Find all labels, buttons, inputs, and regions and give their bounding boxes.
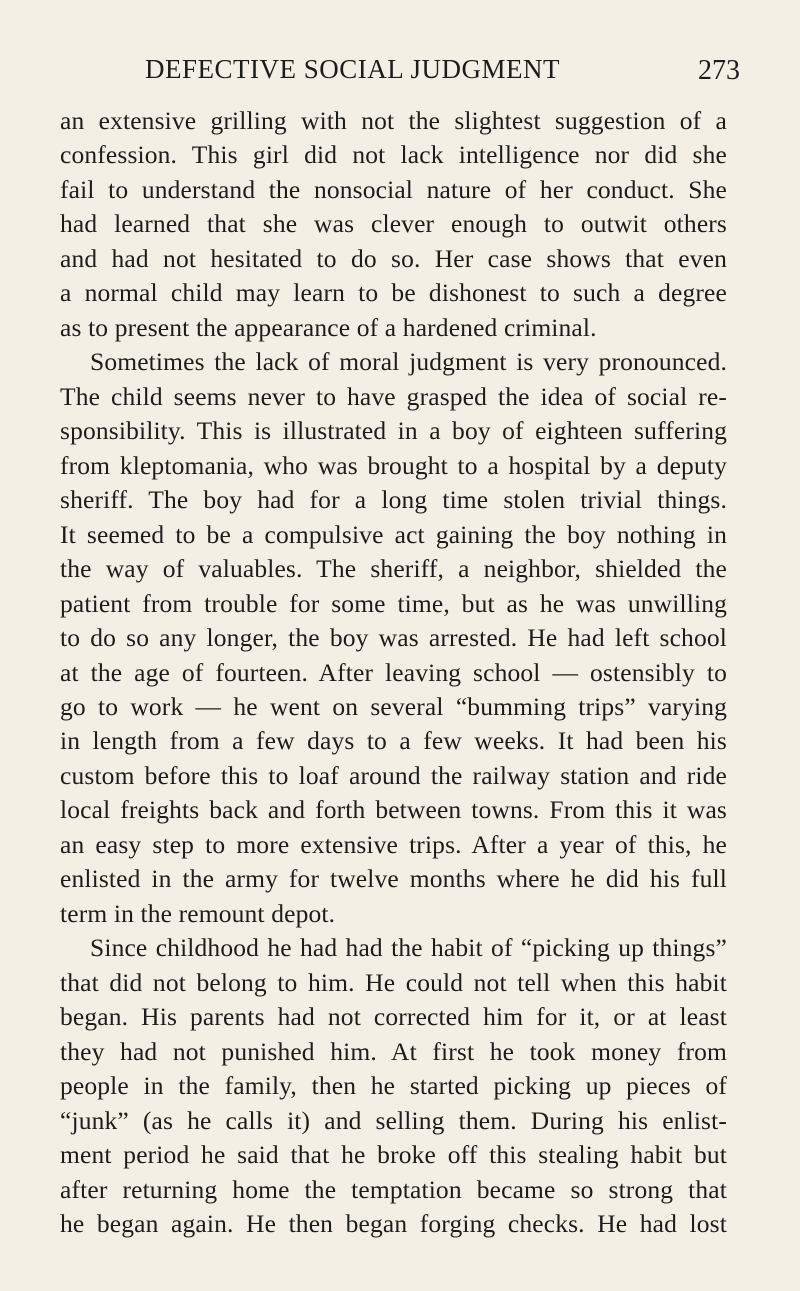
text-line: they had not punished him. At first he took money from <box>60 1036 727 1066</box>
text-line: local freights back and forth between towns. From this it was <box>60 795 727 825</box>
text-line: from kleptomania, who was brought to a hospital by a deputy <box>60 450 727 480</box>
text-line: after returning home the temptation became so strong that <box>60 1174 727 1204</box>
text-line: Sometimes the lack of moral judgment is very pronounced. <box>90 347 727 377</box>
text-line: ment period he said that he broke off this stealing habit but <box>60 1140 727 1170</box>
running-head-title: DEFECTIVE SOCIAL JUDGMENT <box>145 54 560 84</box>
text-line: a normal child may learn to be dishonest to such a degree <box>60 278 727 308</box>
text-line: confession. This girl did not lack intelligence nor did she <box>60 140 727 170</box>
text-line: as to present the appearance of a hardened criminal. <box>60 312 597 342</box>
text-line: that did not belong to him. He could not tell when this habit <box>60 967 727 997</box>
text-line: an easy step to more extensive trips. After a year of this, he <box>60 829 727 859</box>
text-line: The child seems never to have grasped the idea of social re- <box>60 381 727 411</box>
text-line: enlisted in the army for twelve months where he did his full <box>60 864 727 894</box>
text-line: began. His parents had not corrected him for it, or at least <box>60 1002 727 1032</box>
text-line: It seemed to be a compulsive act gaining the boy nothing in <box>60 519 727 549</box>
text-line: in length from a few days to a few weeks. It had been his <box>60 726 727 756</box>
text-line: Since childhood he had had the habit of “picking up things” <box>90 933 727 963</box>
text-line: sponsibility. This is illustrated in a boy of eighteen suffering <box>60 416 727 446</box>
text-line: at the age of fourteen. After leaving school — ostensibly to <box>60 657 727 687</box>
text-line: to do so any longer, the boy was arrested. He had left school <box>60 623 727 653</box>
text-line: had learned that she was clever enough to outwit others <box>60 209 727 239</box>
text-line: he began again. He then began forging checks. He had lost <box>60 1209 727 1238</box>
text-line: people in the family, then he started picking up pieces of <box>60 1071 727 1101</box>
text-line: an extensive grilling with not the slightest suggestion of a <box>60 106 727 135</box>
text-line: custom before this to loaf around the railway station and ride <box>60 760 727 790</box>
text-line: fail to understand the nonsocial nature of her conduct. She <box>60 174 727 204</box>
text-line: and had not hesitated to do so. Her case shows that even <box>60 243 727 273</box>
page-number: 273 <box>698 55 740 86</box>
body-text <box>60 104 727 1241</box>
text-line: go to work — he went on several “bumming trips” varying <box>60 691 727 721</box>
text-line: “junk” (as he calls it) and selling them. During his enlist- <box>60 1105 727 1135</box>
text-line: patient from trouble for some time, but as he was unwilling <box>60 588 727 618</box>
text-line: term in the remount depot. <box>60 898 336 928</box>
text-line: the way of valuables. The sheriff, a neighbor, shielded the <box>60 554 727 584</box>
text-line: sheriff. The boy had for a long time stolen trivial things. <box>60 485 727 515</box>
